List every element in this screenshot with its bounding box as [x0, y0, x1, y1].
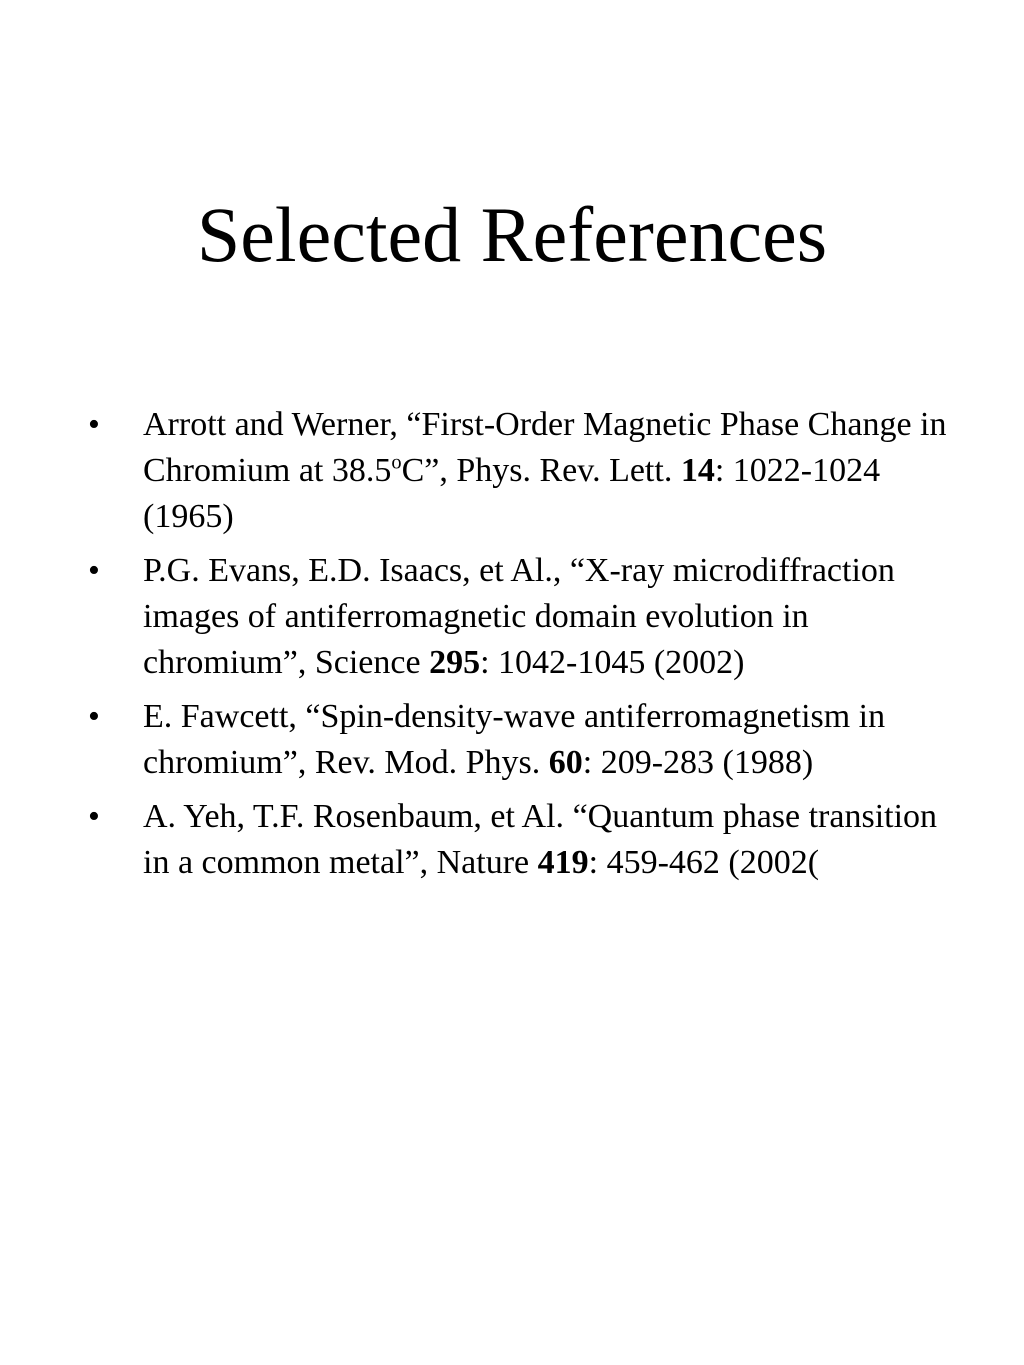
reference-item: [88, 402, 948, 540]
reference-item: [88, 548, 948, 686]
reference-title: “First-Order Magnetic Phase Change in Chromium at 38.5: [143, 406, 947, 489]
reference-text: [143, 552, 895, 681]
reference-authors: A. Yeh, T.F. Rosenbaum, et Al.: [143, 798, 565, 835]
reference-text: [143, 406, 947, 535]
reference-volume: 295: [429, 644, 481, 681]
reference-journal: C”, Phys. Rev. Lett.: [401, 452, 681, 489]
slide-title: Selected References: [196, 191, 828, 278]
reference-item: [88, 694, 948, 786]
reference-pages-year: : 209-283 (1988): [582, 744, 814, 781]
reference-pages-year: : 1022-1024 (1965): [143, 452, 881, 535]
reference-title: “X-ray microdiffraction images of antiferromagnetic domain evolution in chromium”, Science: [143, 552, 895, 681]
reference-text: [143, 798, 937, 881]
reference-volume: 419: [537, 844, 589, 881]
reference-authors: Arrott and Werner,: [143, 406, 398, 443]
bullet-icon: •: [88, 406, 100, 443]
reference-title: “Spin-density-wave antiferromagnetism in chromium”, Rev. Mod. Phys.: [143, 698, 886, 781]
reference-list: [88, 402, 948, 894]
reference-volume: 60: [548, 744, 583, 781]
reference-volume: 14: [680, 452, 715, 489]
reference-pages-year: : 1042-1045 (2002): [480, 644, 745, 681]
degree-superscript: o: [391, 451, 402, 474]
bullet-icon: •: [88, 698, 100, 735]
bullet-icon: •: [88, 798, 100, 835]
reference-title: “Quantum phase transition in a common metal”, Nature: [143, 798, 938, 881]
reference-item: [88, 794, 948, 886]
reference-authors: P.G. Evans, E.D. Isaacs, et Al.,: [143, 552, 562, 589]
bullet-icon: •: [88, 552, 100, 589]
reference-text: [143, 698, 885, 781]
reference-pages-year: : 459-462 (2002(: [588, 844, 820, 881]
reference-authors: E. Fawcett,: [143, 698, 297, 735]
